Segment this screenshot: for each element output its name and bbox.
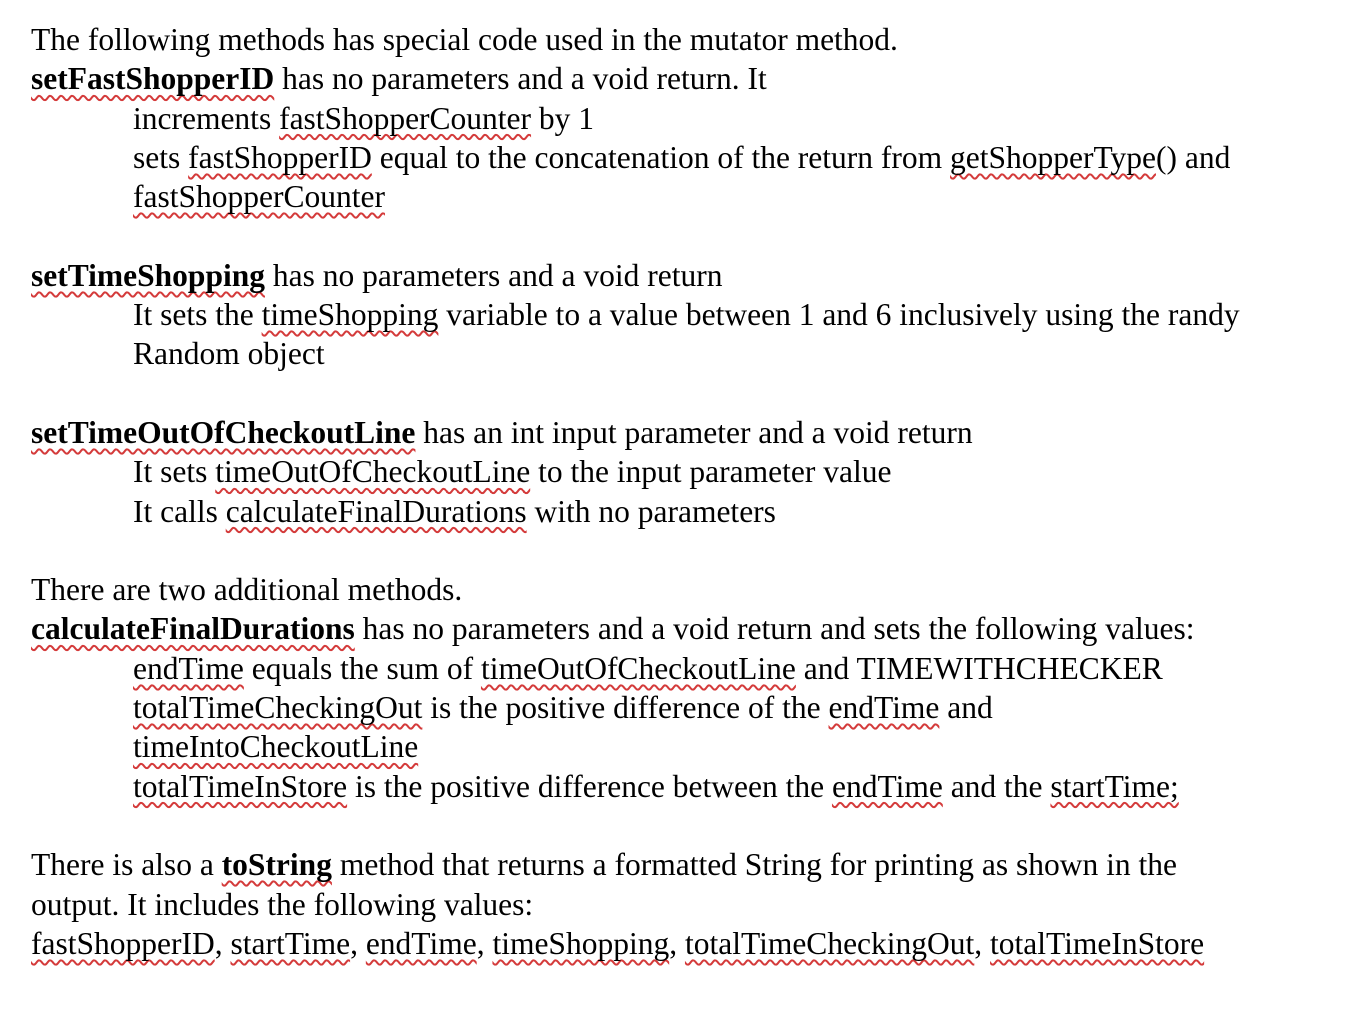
settimeshopping-heading: [31, 256, 1341, 295]
tostring-values-intro: output. It includes the following values:: [31, 886, 534, 922]
settimeoutofcheckoutline-description: has an int input parameter and a void return: [415, 414, 973, 450]
calculatefinaldurations-detail-4: totalTimeInStore is the positive difference between the endTime and the startTime;: [133, 768, 1179, 804]
settimeoutofcheckoutline-detail-2: It calls calculateFinalDurations with no parameters: [133, 493, 776, 529]
value-separator: ,: [214, 925, 231, 961]
value-item: startTime: [230, 925, 351, 961]
calculatefinaldurations-heading: [31, 609, 1341, 648]
blank-line: [31, 216, 1341, 255]
calculatefinaldurations-detail-1: endTime equals the sum of timeOutOfCheckoutLine and TIMEWITHCHECKER: [133, 650, 1163, 686]
blank-line: [31, 374, 1341, 413]
document-body: [31, 20, 1341, 963]
settimeshopping-description: has no parameters and a void return: [265, 257, 723, 293]
value-separator: ,: [350, 925, 366, 961]
setfastshopperid-description: has no parameters and a void return. It: [274, 61, 767, 97]
setfastshopperid-heading: [31, 59, 1341, 98]
calculatefinaldurations-detail-3: timeIntoCheckoutLine: [133, 729, 419, 765]
value-item: endTime: [365, 925, 477, 961]
value-item: totalTimeInStore: [990, 925, 1205, 961]
settimeoutofcheckoutline-method-name: setTimeOutOfCheckoutLine: [31, 414, 416, 450]
tostring-method-name: toString: [221, 847, 332, 883]
settimeshopping-detail-1: It sets the timeShopping variable to a value between 1 and 6 inclusively using the randy: [133, 297, 1240, 333]
setfastshopperid-detail-3: fastShopperCounter: [133, 179, 385, 215]
calculatefinaldurations-detail-2: totalTimeCheckingOut is the positive difference of the endTime and: [133, 690, 993, 726]
calculatefinaldurations-description: has no parameters and a void return and sets the following values:: [354, 611, 1195, 647]
value-separator: ,: [476, 925, 493, 961]
tostring-values-list: [31, 924, 1341, 963]
value-item: totalTimeCheckingOut: [684, 925, 975, 961]
settimeoutofcheckoutline-detail-1: It sets timeOutOfCheckoutLine to the input parameter value: [133, 454, 892, 490]
setfastshopperid-detail-2: sets fastShopperID equal to the concatenation of the return from getShopperType() and: [133, 139, 1231, 175]
tostring-paragraph: There is also a toString method that returns a formatted String for printing as shown in the: [31, 847, 1178, 883]
value-separator: ,: [669, 925, 685, 961]
settimeoutofcheckoutline-heading: [31, 413, 1341, 452]
settimeshopping-detail-2: Random object: [133, 336, 325, 372]
value-separator: ,: [974, 925, 991, 961]
setfastshopperid-method-name: setFastShopperID: [31, 61, 275, 97]
blank-line: [31, 531, 1341, 570]
value-item: timeShopping: [492, 925, 670, 961]
intro-paragraph: The following methods has special code used in the mutator method.: [31, 22, 898, 57]
blank-line: [31, 806, 1341, 845]
calculatefinaldurations-method-name: calculateFinalDurations: [31, 611, 355, 647]
settimeshopping-method-name: setTimeShopping: [31, 257, 265, 293]
value-item: fastShopperID: [31, 925, 215, 961]
additional-methods-intro: There are two additional methods.: [31, 572, 463, 608]
setfastshopperid-detail-1: increments fastShopperCounter by 1: [133, 100, 595, 136]
